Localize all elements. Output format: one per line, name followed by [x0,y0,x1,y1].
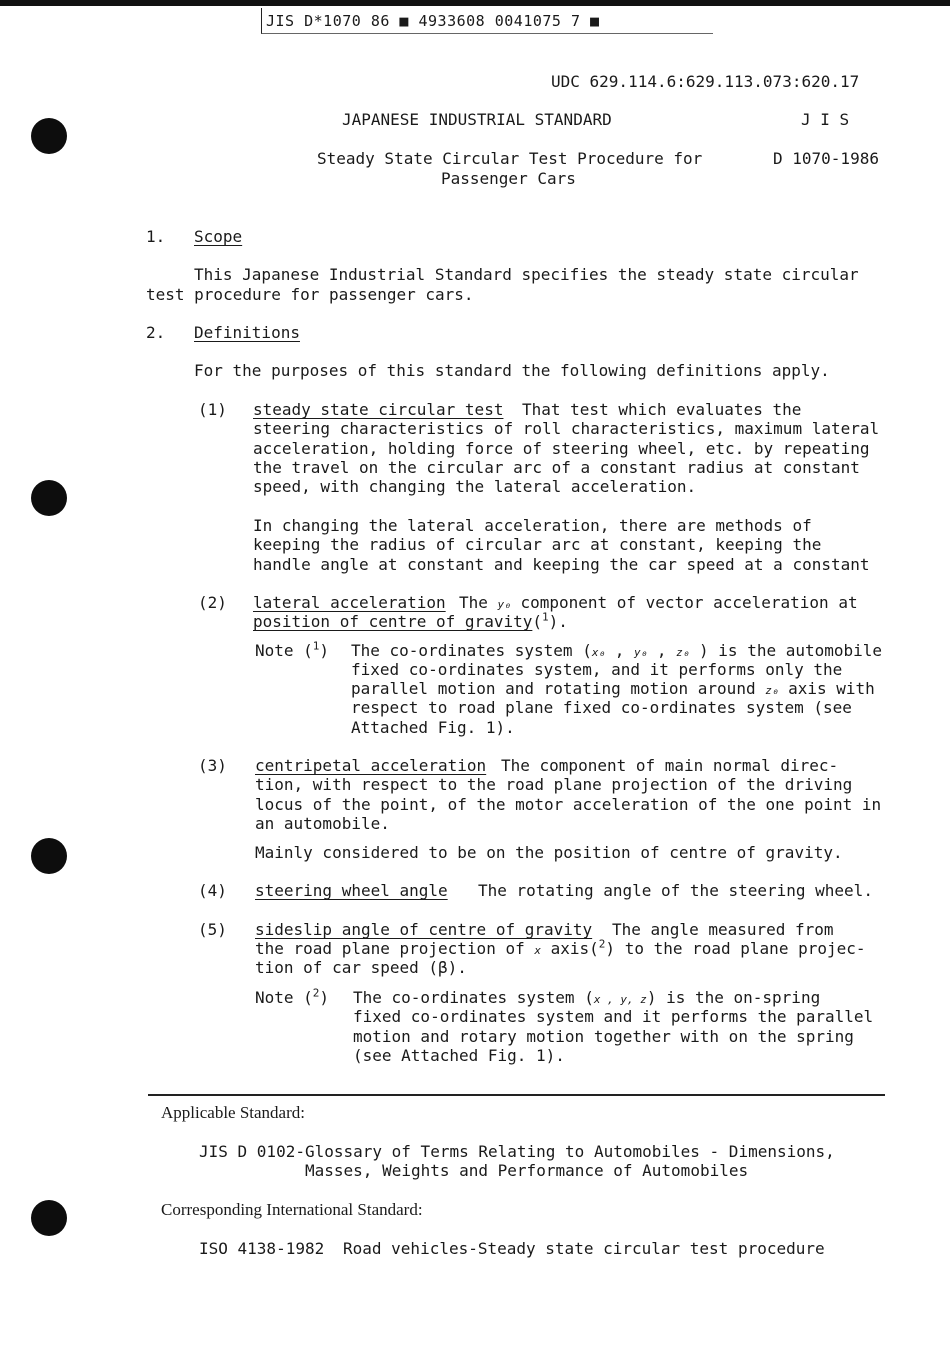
definitions-intro: For the purposes of this standard the following definitions apply. [194,361,830,380]
document-code-stamp: JIS D*1070 86 ■ 4933608 0041075 7 ■ [261,8,713,34]
punch-hole [31,118,67,154]
note-label: Note ($^2$) [255,986,330,1007]
corresponding-standard-label: Corresponding International Standard: [161,1200,423,1219]
doc-number: D 1070-1986 [773,149,879,168]
definition-text: an automobile. [255,814,390,833]
corresponding-standard-code: ISO 4138-1982 [199,1239,325,1258]
definition-number: (2) [198,593,227,612]
note-text: Attached Fig. 1). [351,718,515,737]
definition-text: keeping the radius of circular arc at constant, keeping the [253,535,822,554]
definition-text: The rotating angle of the steering wheel. [478,881,873,900]
note-label: Note ($^1$) [255,639,330,660]
section-number: 2. [146,323,166,342]
definition-text: That test which evaluates the [522,400,802,419]
doc-title-line2: Passenger Cars [441,169,576,188]
note-text: The co-ordinates system (x₀ , y₀ , z₀ ) is the automobile [351,641,883,660]
section-heading-scope: Scope [194,227,243,246]
definition-text: tion of car speed (β). [255,958,467,977]
term-steady-state-circular-test: steady state circular test [253,400,504,419]
term-sideslip-angle: sideslip angle of centre of gravity [255,920,593,939]
definition-text: Mainly considered to be on the position of centre of gravity. [255,843,843,862]
scope-text-line1: This Japanese Industrial Standard specifies the steady state circular [194,265,859,284]
definition-number: (4) [198,881,227,900]
definition-text: handle angle at constant and keeping the car speed at a constant [253,555,870,574]
note-text: fixed co-ordinates system, and it performs only the [351,660,843,679]
scope-text-line2: test procedure for passenger cars. [146,285,474,304]
punch-hole [31,838,67,874]
definition-text: the road plane projection of x axis($^2$) to the road plane projec- [255,937,866,958]
section-number: 1. [146,227,166,246]
term-lateral-acceleration: lateral acceleration [253,593,446,612]
footer-divider [148,1094,885,1096]
scan-top-border [0,0,950,6]
doc-title-line1: Steady State Circular Test Procedure for [317,149,703,168]
note-text: fixed co-ordinates system and it performs the parallel [353,1007,874,1026]
definition-number: (5) [198,920,227,939]
punch-hole [31,1200,67,1236]
udc-code: UDC 629.114.6:629.113.073:620.17 [551,72,860,91]
term-centripetal-acceleration: centripetal acceleration [255,756,487,775]
definition-text: In changing the lateral acceleration, there are methods of [253,516,812,535]
variable: y₀ [497,598,511,611]
definition-number: (1) [198,400,227,419]
corresponding-standard-title: Road vehicles-Steady state circular test procedure [343,1239,825,1258]
definition-text: acceleration, holding force of steering wheel, etc. by repeating [253,439,870,458]
definition-number: (3) [198,756,227,775]
jis-label: J I S [801,110,850,129]
definition-text: locus of the point, of the motor acceleration of the one point in [255,795,882,814]
section-heading-definitions: Definitions [194,323,300,342]
applicable-standard-label: Applicable Standard: [161,1103,305,1122]
definition-text: The component of main normal direc- [501,756,839,775]
standard-org: JAPANESE INDUSTRIAL STANDARD [342,110,612,129]
applicable-standard-line1: JIS D 0102-Glossary of Terms Relating to Automobiles - Dimensions, [199,1142,835,1161]
punch-hole [31,480,67,516]
note-text: The co-ordinates system (x , y, z) is the on-spring [353,988,821,1007]
applicable-standard-line2: Masses, Weights and Performance of Automobiles [305,1161,749,1180]
note-text: parallel motion and rotating motion around z₀ axis with [351,679,875,698]
note-text: respect to road plane fixed co-ordinates system (see [351,698,852,717]
definition-text: the travel on the circular arc of a constant radius at constant [253,458,860,477]
definition-text: tion, with respect to the road plane projection of the driving [255,775,853,794]
note-text: motion and rotary motion together with on the spring [353,1027,854,1046]
definition-text: steering characteristics of roll characteristics, maximum lateral [253,419,880,438]
term-steering-wheel-angle: steering wheel angle [255,881,448,900]
definition-text: The angle measured from [612,920,834,939]
definition-text: speed, with changing the lateral acceleration. [253,477,697,496]
definition-text: The y₀ component of vector acceleration at [459,593,858,612]
definition-text: position of centre of gravity($^1$). [253,610,568,631]
note-text: (see Attached Fig. 1). [353,1046,565,1065]
